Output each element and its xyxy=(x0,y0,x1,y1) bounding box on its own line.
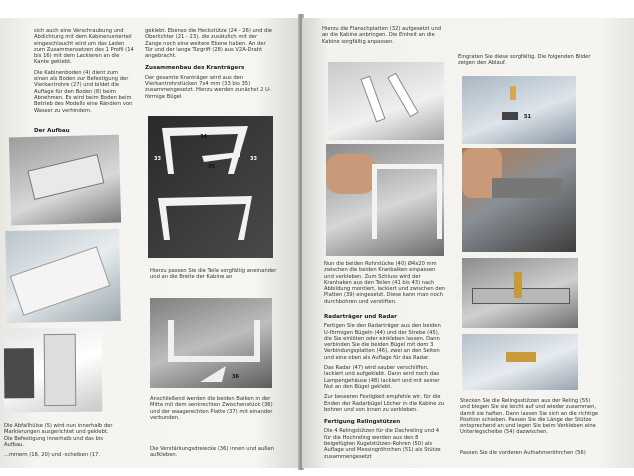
paragraph: Das Radar (47) wird sauber verschliffen, lackiert und aufgeklebt. Dann wird noch das Lampengehäuse (48) lackiert und mit seiner Nut an den Bügel geklebt. xyxy=(324,365,440,390)
photo-windows xyxy=(4,328,103,413)
paragraph: Fertigen Sie den Radarträger aus den beiden U-förmigen Bügeln (44) und der Strebe (45), die Sie einlöten oder einkleben lassen. Dann verbinden Sie die beiden Bügel mit dem 3 Verbindungsplatten (46), zwei an den Seiten und eine oben als Auflage für das Radar. xyxy=(324,323,441,361)
photo-soldering xyxy=(462,148,576,252)
intro-paragraph: sich auch eine Verschraubung und Abdichtung mit dem Kabinenunterteil eingeschlaucht wird um das Laden zum Zusammensetzen des 1 Profil (14 bis 16) mit dem Lackieren an die Kante geklebt. xyxy=(34,28,134,66)
part-label-34: 34 xyxy=(200,134,207,140)
caption-gussets: Die Verstärkungsdreiecke (36) innen und außen aufkleben. xyxy=(150,446,275,459)
paragraph: Hierzu die Flanschplatten (32) aufgesetzt und an die Kabine anbringen. Die Einheit an die Kabine sorgfältig anpassen. xyxy=(322,26,442,45)
part-label-35: 35 xyxy=(208,164,215,170)
gusset-triangle xyxy=(200,364,230,384)
caption-beams: Anschließend werden die beiden Balken in der Mitte mit dem senkrechten Zwischenstück (36) und der waagerechten Platte (37) mit einander verbunden. xyxy=(150,396,273,421)
section-heading: Der Aufbau xyxy=(34,127,70,134)
photo-crane-parts xyxy=(148,116,273,258)
caption-fit-parts: Hierzu passen Sie die Teile sorgfältig aneinander und an die Breite der Kabine an xyxy=(150,268,277,281)
photo-hand-crane xyxy=(326,144,444,256)
caption-stanchions: Stecken Sie die Relingsstützen aus der Reling (55) und biegen Sie sie leicht auf und wieder zusammen, damit sie haften. Dann lassen Sie sich an die richtige Position schieben. Passen Sie die Länge der Stütze entsprechend an und legen Sie beim Verkleben eine Unterlegscheibe (54) dazwischen. xyxy=(460,398,599,436)
photo-screw xyxy=(462,334,578,390)
left-col1-text xyxy=(34,28,134,137)
section-heading: Radarträger und Radar xyxy=(324,314,397,320)
photo-crane-hook xyxy=(328,62,444,140)
right-col1-top xyxy=(322,26,442,49)
left-col1-bottom xyxy=(4,423,116,462)
photo-cabin-side xyxy=(5,229,121,323)
paragraph: Eingraten Sie diese sorgfältig. Die folgenden Bilder zeigen den Ablauf. xyxy=(458,54,591,67)
paragraph: Die 4 Relingstützen für die Dachreling und 4 für die Hochreling werden aus den 8 beigefügten Kugelstützen-Rohren (50) als Auflage und Messingröhrchen (51) als Stütze zusammengesetzt xyxy=(324,428,441,460)
caption-tubes: Nun die beiden Rohrstücke (40) Ø4x20 mm zwischen die beiden Kranbalken einpassen und verkleben. Zum Schluss wird der Kranhaken aus den Teilen (41 bis 43) nach Abbildung montiert, lackiert und zwischen den Platten (39) eingesetzt. Diese kann man noch durchbohren und verstiften. xyxy=(324,261,446,305)
caption-bottom: Passen Sie die vorderen Aufnahmeröhrchen (56) xyxy=(460,450,586,456)
photo-stanchion-parts xyxy=(462,76,576,144)
paragraph: Zur besseren Festigkeit empfehle wir, für die Enden der Radarbügel Löcher in die Kabine zu bohren und von innen zu verkleben. xyxy=(324,394,445,413)
left-col2-text xyxy=(145,28,275,104)
right-col2-top xyxy=(458,54,598,71)
paragraph: ...mmern (18, 20) und -scheiben (17, xyxy=(4,452,100,459)
paragraph: Der gesamte Kranträger wird aus den Vierkantrohrstücken 7x4 mm (33 bis 35) zusammengesetzt. Hierzu werden zunächst 2 U-förmige Bügel xyxy=(145,74,271,100)
part-label-36: 36 xyxy=(232,374,239,380)
paragraph: Die Kabinenboden (4) dient zum einen als Boden zur Befestigung der Vierkantrohre (27) und bildet die Auflage für den Boden (8) beim Abnehmen. Es wird beim Boden beim Betrieb des Modells eine Rändern von Wasser zu verhindern. xyxy=(34,69,133,114)
photo-crane-assembled xyxy=(150,298,272,388)
section-heading: Zusammenbau des Kranträgers xyxy=(145,65,245,72)
right-col1-text xyxy=(324,308,446,464)
right-page xyxy=(302,18,634,468)
paragraph: geklebt. Ebenso die Heckstütze (24 - 26) und die Oberlichter (21 - 23), die zusätzlich mit der Zange noch eine weitere Ebene haben. An der Tür und der lange Türgriff (28) aus V2A-Draht angebracht. xyxy=(145,28,272,60)
part-label-33b: 33 xyxy=(250,156,257,162)
left-page xyxy=(0,18,300,468)
photo-cabin-top xyxy=(9,135,121,226)
part-label-33: 33 xyxy=(154,156,161,162)
crane-parts-drawing xyxy=(148,116,273,258)
paragraph: Die Abfallhülse (5) wird nun innerhalb der Markierungen ausgerichtet und geklebt. Die Befestigung innerhalb und das bis Aufbau. xyxy=(4,423,113,448)
part-label-51: 51 xyxy=(524,114,531,120)
photo-rail-mount xyxy=(462,258,578,328)
section-heading: Fertigung Relingstützen xyxy=(324,419,401,426)
